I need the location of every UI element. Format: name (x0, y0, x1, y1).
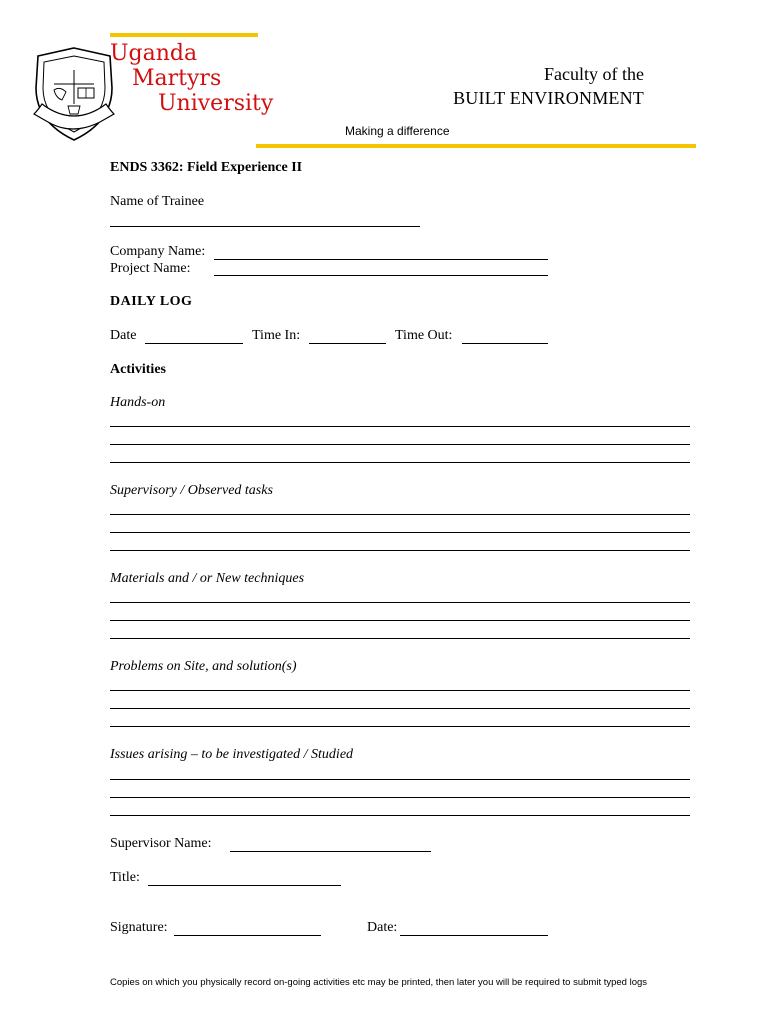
section-hands-on-label: Hands-on (110, 395, 166, 410)
faculty-title-line1: Faculty of the (544, 64, 644, 84)
supervisor-label: Supervisor Name: (110, 836, 212, 851)
materials-line[interactable] (110, 602, 690, 603)
hands-on-line[interactable] (110, 444, 690, 445)
section-issues-label: Issues arising – to be investigated / Studied (110, 747, 354, 762)
hands-on-line[interactable] (110, 462, 690, 463)
tagline: Making a difference (345, 124, 450, 138)
section-materials-label: Materials and / or New techniques (110, 571, 305, 586)
company-name-line[interactable] (214, 259, 548, 260)
header-bottom-rule (256, 144, 696, 148)
time-out-line[interactable] (462, 343, 548, 344)
issues-line[interactable] (110, 779, 690, 780)
university-seal-logo (28, 44, 120, 144)
section-supervisory-label: Supervisory / Observed tasks (110, 483, 273, 498)
issues-line[interactable] (110, 797, 690, 798)
trainee-label: Name of Trainee (110, 194, 205, 209)
course-title: ENDS 3362: Field Experience II (110, 160, 303, 175)
supervisory-line[interactable] (110, 550, 690, 551)
materials-line[interactable] (110, 620, 690, 621)
activities-heading: Activities (110, 362, 166, 377)
trainee-name-line[interactable] (110, 226, 420, 227)
date-label: Date (110, 328, 137, 343)
university-name (110, 42, 273, 117)
signature-label: Signature: (110, 920, 168, 935)
time-out-label: Time Out: (395, 328, 453, 343)
issues-line[interactable] (110, 815, 690, 816)
sig-date-label: Date: (367, 920, 398, 935)
faculty-title-line2: BUILT ENVIRONMENT (453, 88, 644, 108)
footer-note: Copies on which you physically record on-going activities etc may be printed, then later you will be required to submit typed logs (110, 977, 648, 988)
hands-on-line[interactable] (110, 426, 690, 427)
section-problems-label: Problems on Site, and solution(s) (110, 659, 297, 674)
supervisory-line[interactable] (110, 514, 690, 515)
title-label: Title: (110, 870, 140, 885)
materials-line[interactable] (110, 638, 690, 639)
title-line[interactable] (148, 885, 341, 886)
problems-line[interactable] (110, 726, 690, 727)
project-label: Project Name: (110, 261, 191, 276)
time-in-line[interactable] (309, 343, 386, 344)
university-name-line1: Uganda (110, 41, 198, 66)
university-name-line2: Martyrs (132, 66, 222, 91)
university-name-line3: University (158, 91, 274, 116)
signature-line[interactable] (174, 935, 321, 936)
project-name-line[interactable] (214, 275, 548, 276)
header-top-rule (110, 33, 258, 37)
date-line[interactable] (145, 343, 243, 344)
problems-line[interactable] (110, 690, 690, 691)
problems-line[interactable] (110, 708, 690, 709)
supervisory-line[interactable] (110, 532, 690, 533)
daily-log-heading: DAILY LOG (110, 294, 193, 309)
time-in-label: Time In: (252, 328, 301, 343)
supervisor-name-line[interactable] (230, 851, 431, 852)
company-label: Company Name: (110, 244, 206, 259)
sig-date-line[interactable] (400, 935, 548, 936)
